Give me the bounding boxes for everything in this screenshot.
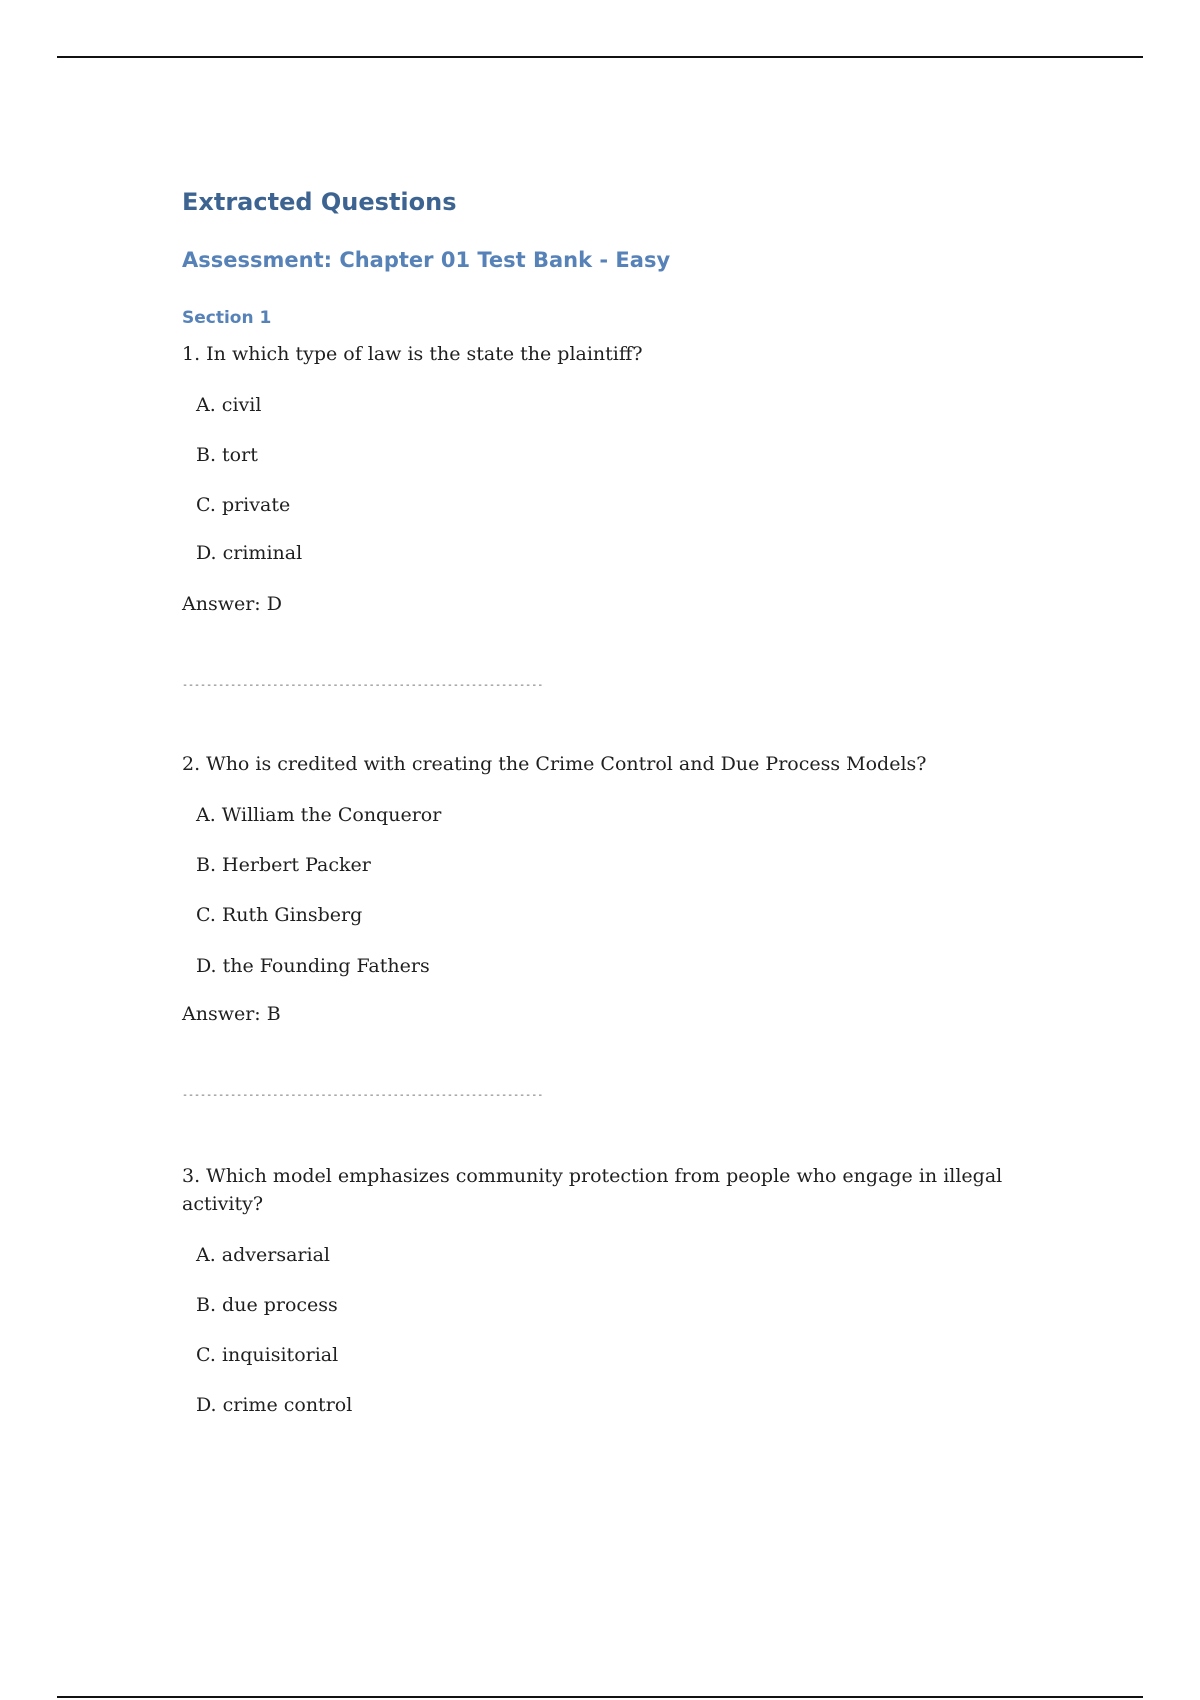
question-3-option-b: B. due process [196,1294,338,1316]
question-2-answer: Answer: B [182,1003,281,1025]
question-1-option-c: C. private [196,494,291,516]
question-2-option-d: D. the Founding Fathers [196,955,430,977]
question-3-option-c: C. inquisitorial [196,1344,339,1366]
question-2-text: 2. Who is credited with creating the Crime Control and Due Process Models? [182,753,927,775]
section-heading: Section 1 [182,308,272,328]
question-3-text: 3. Which model emphasizes community protection from people who engage in illegal activity? [182,1165,1003,1215]
question-2-option-a: A. William the Conqueror [196,804,442,826]
footer-rule [57,1696,1143,1698]
question-3-option-d: D. crime control [196,1394,353,1416]
question-1-answer: Answer: D [182,593,282,615]
question-separator: ------------------------------------------------------------ [182,1090,544,1101]
question-1-option-d: D. criminal [196,542,303,564]
question-2-option-b: B. Herbert Packer [196,854,371,876]
document-title: Extracted Questions [182,188,457,216]
question-separator: ------------------------------------------------------------ [182,680,544,691]
question-1-option-a: A. civil [196,394,262,416]
question-1-text: 1. In which type of law is the state the plaintiff? [182,343,643,365]
question-1-option-b: B. tort [196,444,258,466]
question-3-option-a: A. adversarial [196,1244,330,1266]
header-rule [57,56,1143,58]
question-2-option-c: C. Ruth Ginsberg [196,904,363,926]
assessment-title: Assessment: Chapter 01 Test Bank - Easy [182,248,671,272]
